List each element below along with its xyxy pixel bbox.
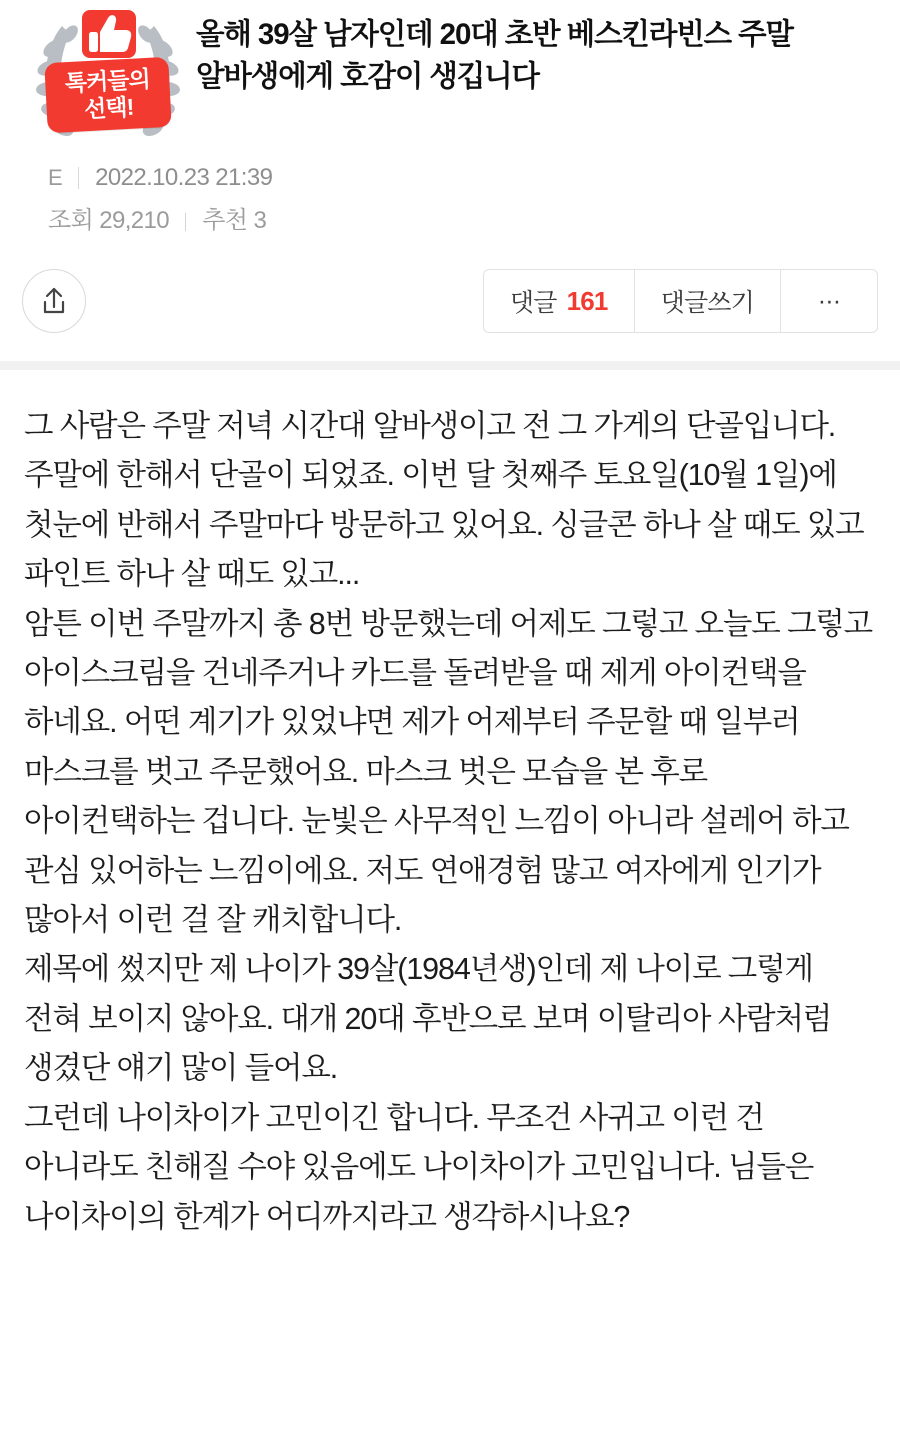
post-body [0, 370, 900, 1272]
comments-count: 161 [566, 285, 608, 316]
post-header [0, 0, 900, 235]
post-paragraph: 그런데 나이차이가 고민이긴 합니다. 무조건 사귀고 이런 건 아니라도 친해질 수야 있음에도 나이차이가 고민입니다. 님들은 나이차이의 한계가 어디까지라고 생각하시나요? [24, 1100, 814, 1234]
share-icon [39, 285, 69, 317]
post-paragraph: 제목에 썼지만 제 나이가 39살(1984년생)인데 제 나이로 그렇게 전혀 보이지 않아요. 대개 20대 후반으로 보며 이탈리아 사람처럼 생겼단 얘기 많이 들어요. [24, 952, 832, 1086]
comments-label: 댓글 [509, 289, 557, 317]
post-date: 2022.10.23 21:39 [95, 164, 273, 191]
badge-line-2: 선택! [83, 93, 134, 123]
more-options-button[interactable]: ··· [817, 286, 841, 315]
post-meta [24, 154, 876, 235]
post-header-top [24, 0, 876, 154]
post-paragraph: 암튼 이번 주말까지 총 8번 방문했는데 어제도 그렇고 오늘도 그렇고 아이스크림을 건네주거나 카드를 돌려받을 때 제게 아이컨택을 하네요. 어떤 계기가 있었냐면 제가 어제부터 주문할 때 일부러 마스크를 벗고 주문했어요. 마스크 벗은 모습을 본 후로 아이컨택하는 겁니다. 눈빛은 사무적인 느낌이 아니라 설레어 하고 관심 있어하는 느낌이에요. 저도 연애경험 많고 여자에게 인기가 많아서 이런 걸 잘 캐치합니다. [24, 606, 873, 938]
thumbs-up-icon [78, 4, 140, 66]
meta-divider [78, 167, 79, 189]
like-count: 추천 3 [202, 207, 267, 234]
post-meta-line-2 [48, 192, 876, 235]
view-count: 조회 29,210 [48, 207, 170, 234]
meta-divider-2 [185, 213, 186, 231]
write-comment-button[interactable]: 댓글쓰기 [635, 270, 781, 332]
page-title: 올해 39살 남자인데 20대 초반 베스킨라빈스 주말 알바생에게 호감이 생깁니다 [196, 18, 793, 93]
section-divider [0, 361, 900, 370]
comment-button-group [483, 269, 878, 333]
best-pick-badge [32, 4, 184, 154]
badge-line-1: 톡커들의 [64, 65, 151, 97]
author-name[interactable]: E [48, 165, 63, 190]
best-pick-pill [44, 57, 171, 133]
comments-button[interactable] [484, 270, 635, 332]
share-button[interactable] [22, 269, 86, 333]
post-paragraph: 그 사람은 주말 저녁 시간대 알바생이고 전 그 가게의 단골입니다. 주말에 한해서 단골이 되었죠. 이번 달 첫째주 토요일(10월 1일)에 첫눈에 반해서 주말마다 방문하고 있어요. 싱글콘 하나 살 때도 있고 파인트 하나 살 때도 있고... [24, 409, 864, 592]
action-bar [0, 235, 900, 361]
post-meta-line-1 [48, 164, 876, 192]
